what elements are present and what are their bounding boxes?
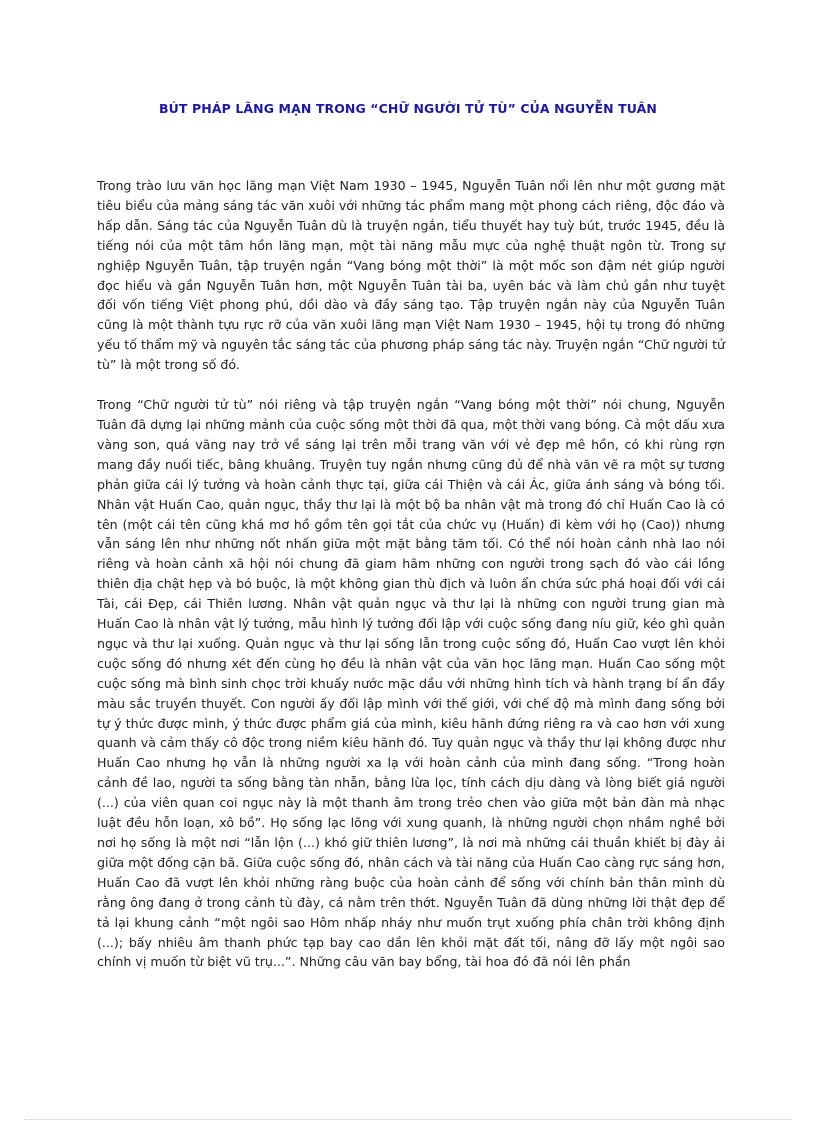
paragraph-2: Trong “Chữ người tử tù” nói riêng và tập truyện ngắn “Vang bóng một thời” nói chung, Nguyễn Tuân đã dựng lại những mảnh của cuộc sống một thời đã qua, một thời vang bóng. Cả một dấu xưa vàng son, quá vãng nay trở về sáng lại trên mỗi trang văn với vẻ đẹp mê hồn, có khi rùng rợn mang đầy nuối tiếc, bâng khuâng. Truyện tuy ngắn nhưng cũng đủ để nhà văn vẽ ra một sự tương phản giữa cái lý tưởng và hoàn cảnh thực tại, giữa cái Thiện và cái Ác, giữa ánh sáng và bóng tối. Nhân vật Huấn Cao, quản ngục, thầy thư lại là một bộ ba nhân vật mà trong đó chỉ Huấn Cao là có tên (một cái tên cũng khá mơ hồ gồm tên gọi tắt của chức vụ (Huấn) đi kèm với họ (Cao)) nhưng vẫn sáng lên như những nốt nhấn giữa một mặt bằng tăm tối. Có thể nói hoàn cảnh nhà lao nói riêng và hoàn cảnh xã hội nói chung đã giam hãm những con người trong sạch đó vào cái lồng thiên địa chật hẹp và bó buộc, là một không gian thù địch và luôn ẩn chứa sức phá hoại đối với cái Tài, cái Đẹp, cái Thiên lương. Nhân vật quản ngục và thư lại là những con người trung gian mà Huấn Cao là nhân vật lý tưởng, mẫu hình lý tưởng đối lập với cuộc sống đang níu giữ, kéo ghì quản ngục và thư lại xuống. Quản ngục và thư lại sống lẫn trong cuộc sống đó, Huấn Cao vượt lên khỏi cuộc sống đó nhưng xét đến cùng họ đều là nhân vật của văn học lãng mạn. Huấn Cao sống một cuộc sống mà bình sinh chọc trời khuấy nước mặc dầu với những hình tích và hành trạng bí ẩn đầy màu sắc truyền thuyết. Con người ấy đối lập mình với thế giới, với chế độ mà mình đang sống bởi tự ý thức được mình, ý thức được phẩm giá của mình, kiêu hãnh đứng riêng ra và cao hơn với xung quanh và cảm thấy cô độc trong niềm kiêu hãnh đó. Tuy quản ngục và thầy thư lại không được như Huấn Cao nhưng họ vẫn là những người xa lạ với hoàn cảnh của mình đang sống. “Trong hoàn cảnh đề lao, người ta sống bằng tàn nhẫn, bằng lừa lọc, tính cách dịu dàng và lòng biết giá người (...) của viên quan coi ngục này là một thanh âm trong trẻo chen vào giữa một bản đàn mà nhạc luật đều hỗn loạn, xô bồ”. Họ sống lạc lõng với xung quanh, là những người chọn nhầm nghề bởi nơi họ sống là một nơi “lẫn lộn (...) khó giữ thiên lương”, là nơi mà những cái thuần khiết bị đày ải giữa một đống cặn bã. Giữa cuộc sống đó, nhân cách và tài năng của Huấn Cao càng rực sáng hơn, Huấn Cao đã vượt lên khỏi những ràng buộc của hoàn cảnh để sống với chính bản thân mình dù rằng ông đang ở trong cảnh tù đày, cá nằm trên thớt. Nguyễn Tuân đã dùng những lời thật đẹp để tả lại khung cảnh “một ngôi sao Hôm nhấp nháy như muốn trụt xuống phía chân trời không định (...); bấy nhiêu âm thanh phức tạp bay cao dần lên khỏi mặt đất tối, nâng đỡ lấy một ngôi sao chính vị muốn từ biệt vũ trụ...”. Những câu văn bay bổng, tài hoa đó đã nói lên phần <box>97 397 725 970</box>
document-body <box>97 176 725 992</box>
page-bottom-divider <box>24 1119 792 1120</box>
paragraph-1: Trong trào lưu văn học lãng mạn Việt Nam 1930 – 1945, Nguyễn Tuân nổi lên như một gương mặt tiêu biểu của mảng sáng tác văn xuôi với những tác phẩm mang một phong cách riêng, độc đáo và hấp dẫn. Sáng tác của Nguyễn Tuân dù là truyện ngắn, tiểu thuyết hay tuỳ bút, trước 1945, đều là tiếng nói của một tâm hồn lãng mạn, một tài năng mẫu mực của nghệ thuật ngôn từ. Trong sự nghiệp Nguyễn Tuân, tập truyện ngắn “Vang bóng một thời” là một mốc son đậm nét giúp người đọc hiểu và gần Nguyễn Tuân hơn, một Nguyễn Tuân tài ba, uyên bác và làm chủ gần như tuyệt đối vốn tiếng Việt phong phú, dồi dào và đầy sáng tạo. Tập truyện ngắn này của Nguyễn Tuân cũng là một thành tựu rực rỡ của văn xuôi lãng mạn Việt Nam 1930 – 1945, hội tụ trong đó những yếu tố thẩm mỹ và nguyên tắc sáng tác của phương pháp sáng tác này. Truyện ngắn “Chữ người tử tù” là một trong số đó. <box>97 178 725 373</box>
document-title: BÚT PHÁP LÃNG MẠN TRONG “CHỮ NGƯỜI TỬ TÙ” CỦA NGUYỄN TUÂN <box>159 101 657 116</box>
